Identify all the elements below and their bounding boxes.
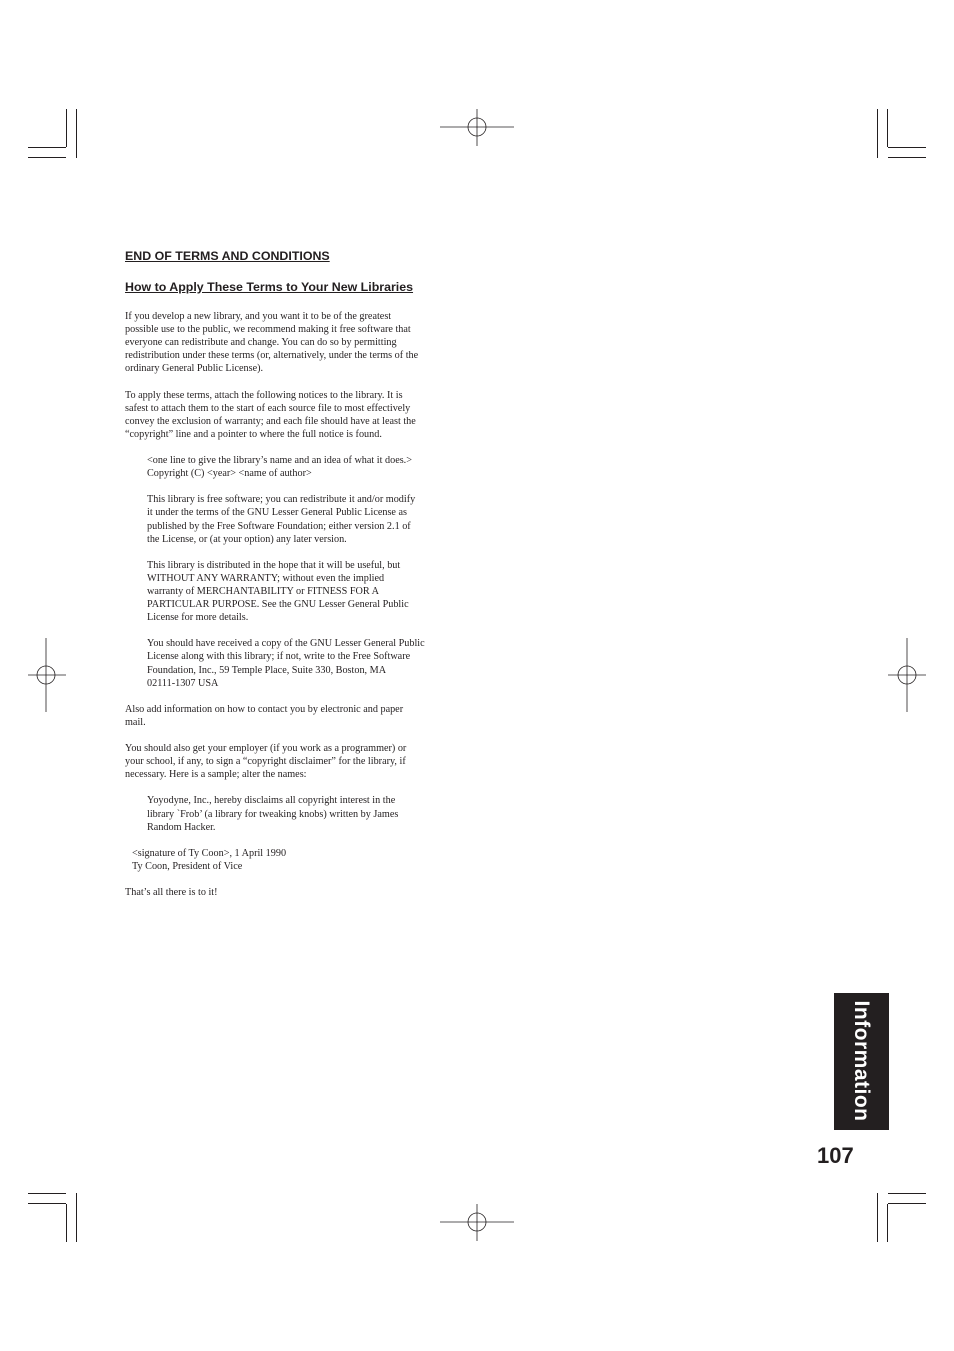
line: WITHOUT ANY WARRANTY; without even the implied [147, 572, 385, 584]
line: 02111-1307 USA [147, 677, 219, 689]
line: “copyright” line and a pointer to where the full notice is found. [125, 428, 382, 440]
line: Random Hacker. [147, 821, 216, 833]
signature-name: Ty Coon, President of Vice [132, 860, 243, 872]
line: possible use to the public, we recommend making it free software that [125, 324, 411, 336]
registration-mark-top [440, 109, 514, 146]
line: it under the terms of the GNU Lesser General Public License as [147, 507, 407, 519]
line: ordinary General Public License). [125, 363, 264, 375]
notice-free-software [125, 493, 460, 545]
notice-license-copy [125, 637, 460, 689]
line: If you develop a new library, and you want it to be of the greatest [125, 311, 392, 322]
signature-line: <signature of Ty Coon>, 1 April 1990 [132, 847, 287, 859]
sample-disclaimer [125, 794, 460, 833]
notice-copyright [125, 454, 460, 480]
line: library `Frob’ (a library for tweaking knobs) written by James [147, 808, 399, 820]
section-tab-label: Information [850, 1000, 873, 1122]
paragraph-employer-disclaimer [125, 742, 460, 781]
crop-mark-top-right [878, 109, 927, 158]
registration-mark-right [888, 638, 926, 712]
line: Foundation, Inc., 59 Temple Place, Suite 330, Boston, MA [147, 664, 387, 676]
crop-mark-bottom-left [28, 1193, 77, 1242]
line: necessary. Here is a sample; alter the names: [125, 769, 307, 781]
line: published by the Free Software Foundation; either version 2.1 of [147, 520, 411, 532]
line: This library is free software; you can redistribute it and/or modify [147, 494, 416, 506]
line: safest to attach them to the start of each source file to most effectively [125, 402, 411, 414]
closing-line: That’s all there is to it! [125, 887, 218, 899]
line: warranty of MERCHANTABILITY or FITNESS FOR A [147, 585, 379, 597]
line: Also add information on how to contact you by electronic and paper [125, 703, 404, 715]
section-tab [834, 993, 889, 1130]
line: Yoyodyne, Inc., hereby disclaims all copyright interest in the [147, 795, 396, 807]
line: redistribution under these terms (or, alternatively, under the terms of the [125, 350, 419, 362]
license-text-column [125, 248, 460, 912]
line: This library is distributed in the hope that it will be useful, but [147, 559, 401, 571]
heading-end-of-terms: END OF TERMS AND CONDITIONS [125, 249, 330, 263]
line: License along with this library; if not, write to the Free Software [147, 651, 411, 663]
line: your school, if any, to sign a “copyright disclaimer” for the library, if [125, 756, 406, 768]
line: mail. [125, 716, 146, 728]
line: Copyright (C) <year> <name of author> [147, 468, 312, 480]
paragraph-apply-terms [125, 389, 460, 441]
notice-warranty [125, 559, 460, 624]
line: You should also get your employer (if you work as a programmer) or [125, 743, 407, 755]
paragraph-contact-info [125, 703, 460, 729]
line: You should have received a copy of the GNU Lesser General Public [147, 638, 425, 650]
crop-mark-top-left [28, 109, 77, 158]
page-number: 107 [817, 1143, 854, 1168]
line: License for more details. [147, 612, 249, 624]
registration-mark-bottom [440, 1204, 514, 1241]
line: To apply these terms, attach the following notices to the library. It is [125, 389, 403, 401]
line: <one line to give the library’s name and an idea of what it does.> [147, 455, 412, 467]
heading-how-to-apply: How to Apply These Terms to Your New Libraries [125, 280, 414, 294]
crop-mark-bottom-right [878, 1193, 927, 1242]
line: everyone can redistribute and change. You can do so by permitting [125, 337, 397, 349]
line: convey the exclusion of warranty; and each file should have at least the [125, 415, 416, 427]
paragraph-intro [125, 310, 460, 375]
registration-mark-left [28, 638, 66, 712]
line: PARTICULAR PURPOSE. See the GNU Lesser General Public [147, 599, 409, 611]
line: the License, or (at your option) any later version. [147, 533, 347, 545]
